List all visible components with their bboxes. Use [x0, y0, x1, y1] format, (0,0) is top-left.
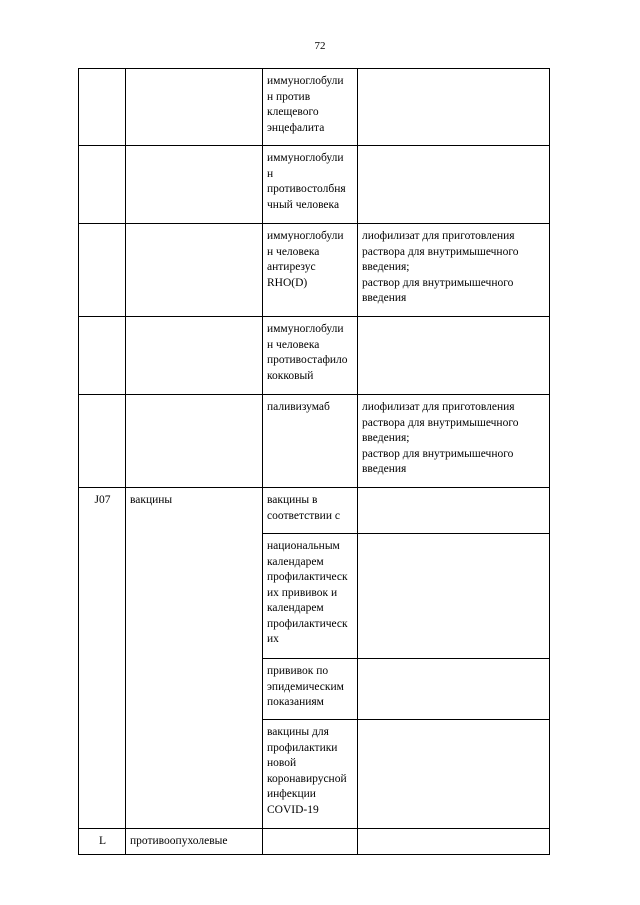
group-name-cell [126, 395, 263, 488]
dosage-form-cell [358, 317, 550, 395]
table-row [79, 395, 550, 488]
drug-name-cell: иммуноглобули н человека антирезус RHO(D) [263, 224, 358, 317]
dosage-form-cell [358, 659, 550, 720]
group-name-cell: вакцины [126, 488, 263, 829]
drug-name-cell: паливизумаб [263, 395, 358, 488]
dosage-form-cell [358, 720, 550, 829]
table-row [79, 829, 550, 855]
drug-name-cell: иммуноглобули н противостолбня чный человека [263, 146, 358, 224]
dosage-form-cell [358, 146, 550, 224]
drug-name-cell: иммуноглобули н человека противостафило кокковый [263, 317, 358, 395]
group-name-cell [126, 224, 263, 317]
table-row [79, 488, 550, 534]
table-row [79, 317, 550, 395]
dosage-form-cell [358, 488, 550, 534]
drug-name-cell [263, 829, 358, 855]
table-row [79, 224, 550, 317]
atc-code-cell: J07 [79, 488, 126, 829]
drug-name-cell: иммуноглобули н против клещевого энцефалита [263, 69, 358, 146]
atc-code-cell [79, 395, 126, 488]
drug-name-cell: вакцины для профилактики новой коронавирусной инфекции COVID-19 [263, 720, 358, 829]
drug-name-cell: прививок по эпидемическим показаниям [263, 659, 358, 720]
dosage-form-cell [358, 829, 550, 855]
page-number: 72 [314, 40, 326, 52]
table-row [79, 146, 550, 224]
table-row [79, 69, 550, 146]
atc-code-cell: L [79, 829, 126, 855]
drug-list-table [78, 68, 550, 855]
drug-name-cell: вакцины в соответствии с [263, 488, 358, 534]
group-name-cell [126, 146, 263, 224]
dosage-form-cell: лиофилизат для приготовления раствора для внутримышечного введения; раствор для внутримышечного введения [358, 395, 550, 488]
dosage-form-cell [358, 534, 550, 659]
dosage-form-cell: лиофилизат для приготовления раствора для внутримышечного введения; раствор для внутримышечного введения [358, 224, 550, 317]
dosage-form-cell [358, 69, 550, 146]
atc-code-cell [79, 146, 126, 224]
atc-code-cell [79, 224, 126, 317]
atc-code-cell [79, 69, 126, 146]
group-name-cell [126, 69, 263, 146]
group-name-cell [126, 317, 263, 395]
group-name-cell: противоопухолевые [126, 829, 263, 855]
drug-name-cell: национальным календарем профилактическ их прививок и календарем профилактическ их [263, 534, 358, 659]
atc-code-cell [79, 317, 126, 395]
